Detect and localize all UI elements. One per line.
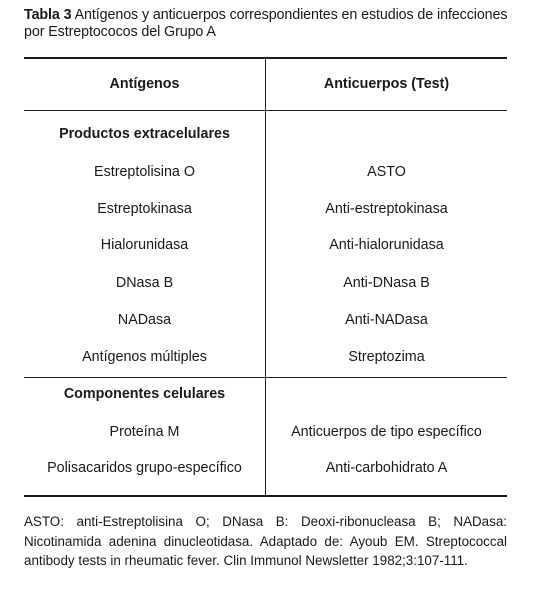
table-cell-antigen: Proteína M <box>109 424 180 440</box>
header-rule <box>24 110 507 111</box>
table-cell-antigen: Estreptolisina O <box>94 164 195 180</box>
table-footnote: ASTO: anti-Estreptolisina O; DNasa B: Deoxi-ribonucleasa B; NADasa: Nicotinamida adenina dinucleotidasa. Adaptado de: Ayoub EM. Streptococcal antibody tests in rheumatic fever. Clin Immunol Newsletter 1982;3:107-111. <box>24 514 507 569</box>
table-caption-text: Antígenos y anticuerpos correspondientes en estudios de infecciones por Estreptococos del Grupo A <box>24 7 508 40</box>
table-cell-antibody: ASTO <box>367 164 406 180</box>
table-cell-antibody: Anti-estreptokinasa <box>325 201 448 217</box>
table-cell-antibody: Anticuerpos de tipo específico <box>291 424 482 440</box>
table-cell-antigen: Polisacaridos grupo-específico <box>47 460 242 476</box>
header-antigenos: Antígenos <box>109 76 180 92</box>
header-anticuerpos: Anticuerpos (Test) <box>323 76 450 92</box>
table-caption <box>24 7 514 41</box>
table-cell-antigen: NADasa <box>117 312 172 328</box>
table-cell-antibody: Anti-NADasa <box>345 312 428 328</box>
table-cell-antigen: DNasa B <box>115 275 174 291</box>
table-cell-antigen: Antígenos múltiples <box>82 349 207 365</box>
section-title-celulares: Componentes celulares <box>63 386 226 402</box>
table-cell-antibody: Anti-DNasa B <box>343 275 430 291</box>
table-cell-antibody: Anti-hialorunidasa <box>329 237 444 253</box>
table-cell-antibody: Anti-carbohidrato A <box>325 460 448 476</box>
table-cell-antigen: Hialorunidasa <box>100 237 189 253</box>
table-cell-antibody: Streptozima <box>348 349 425 365</box>
section-title-extracelulares: Productos extracelulares <box>59 126 230 142</box>
table-cell-antigen: Estreptokinasa <box>97 201 192 217</box>
section-rule <box>24 377 507 378</box>
table-caption-label: Tabla 3 <box>24 7 72 23</box>
table-bottom-rule <box>24 495 507 497</box>
